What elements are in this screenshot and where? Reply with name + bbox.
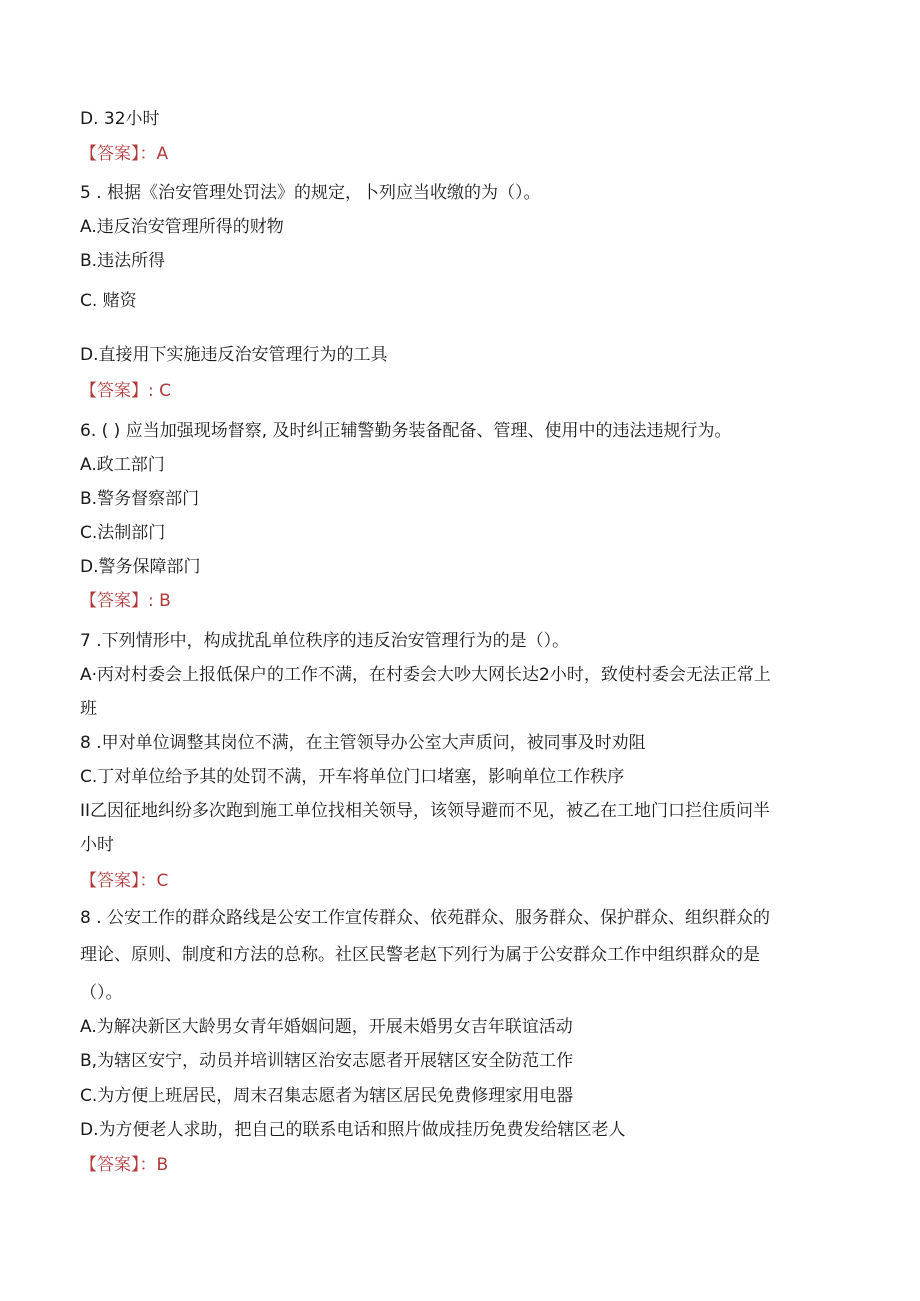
- option-b-q5: B.违法所得: [80, 251, 166, 271]
- question-6: 6. ( ) 应当加强现场督察, 及时纠正辅警勤务装备配备、管理、使用中的违法违规行为。: [80, 421, 732, 441]
- option-c-q5: C. 赌资: [80, 291, 137, 311]
- answer-q4: 【答案】：A: [80, 144, 169, 164]
- option-b-q8: B,为辖区安宁，动员并培训辖区治安志愿者开展辖区安全防范工作: [80, 1051, 574, 1071]
- option-d-q7: II乙因征地纠纷多次跑到施工单位找相关领导，该领导避而不见，被乙在工地门口拦住质问半: [80, 801, 771, 821]
- option-b-q6: B.警务督察部门: [80, 489, 200, 509]
- option-d-q5: D.直接用下实施违反治安管理行为的工具: [80, 345, 388, 365]
- option-c-q6: C.法制部门: [80, 523, 166, 543]
- question-8: 8 . 公安工作的群众路线是公安工作宣传群众、依苑群众、服务群众、保护群众、组织群众的: [80, 908, 771, 928]
- question-7: 7 .下列情形中，构成扰乱单位秩序的违反治安管理行为的是（）。: [80, 631, 570, 651]
- option-d-q7-cont: 小时: [80, 835, 114, 855]
- question-5: 5 . 根据《治安管理处罚法》的规定，卜列应当收缴的为（）。: [80, 183, 541, 203]
- option-c-q7: C.丁对单位给予其的处罚不满，开车将单位门口堵塞，影响单位工作秩序: [80, 767, 625, 787]
- answer-q6: 【答案】: B: [80, 591, 171, 611]
- option-b-q7: 8 .甲对单位调整其岗位不满，在主管领导办公室大声质问，被同事及时劝阻: [80, 733, 646, 753]
- option-a-q7: A·丙对村委会上报低保户的工作不满，在村委会大吵大网长达2小时，致使村委会无法正常上: [80, 665, 771, 685]
- option-a-q5: A.违反治安管理所得的财物: [80, 217, 284, 237]
- option-d-q6: D.警务保障部门: [80, 557, 201, 577]
- option-d-q4: D. 32小时: [80, 109, 160, 129]
- option-c-q8: C.为方便上班居民，周末召集志愿者为辖区居民免费修理家用电器: [80, 1086, 574, 1106]
- option-d-q8: D.为方便老人求助，把自己的联系电话和照片做成挂历免费发给辖区老人: [80, 1120, 626, 1140]
- option-a-q6: A.政工部门: [80, 455, 165, 475]
- question-8-blank: （）。: [80, 983, 123, 1003]
- option-a-q8: A.为解决新区大龄男女青年婚姻问题，开展未婚男女吉年联谊活动: [80, 1017, 573, 1037]
- answer-q8: 【答案】：B: [80, 1155, 169, 1175]
- answer-q7: 【答案】：C: [80, 871, 169, 891]
- option-a-q7-cont: 班: [80, 699, 97, 719]
- question-8-cont: 理论、原则、制度和方法的总称。社区民警老赵下列行为属于公安群众工作中组织群众的是: [80, 945, 760, 965]
- answer-q5: 【答案】: C: [80, 381, 172, 401]
